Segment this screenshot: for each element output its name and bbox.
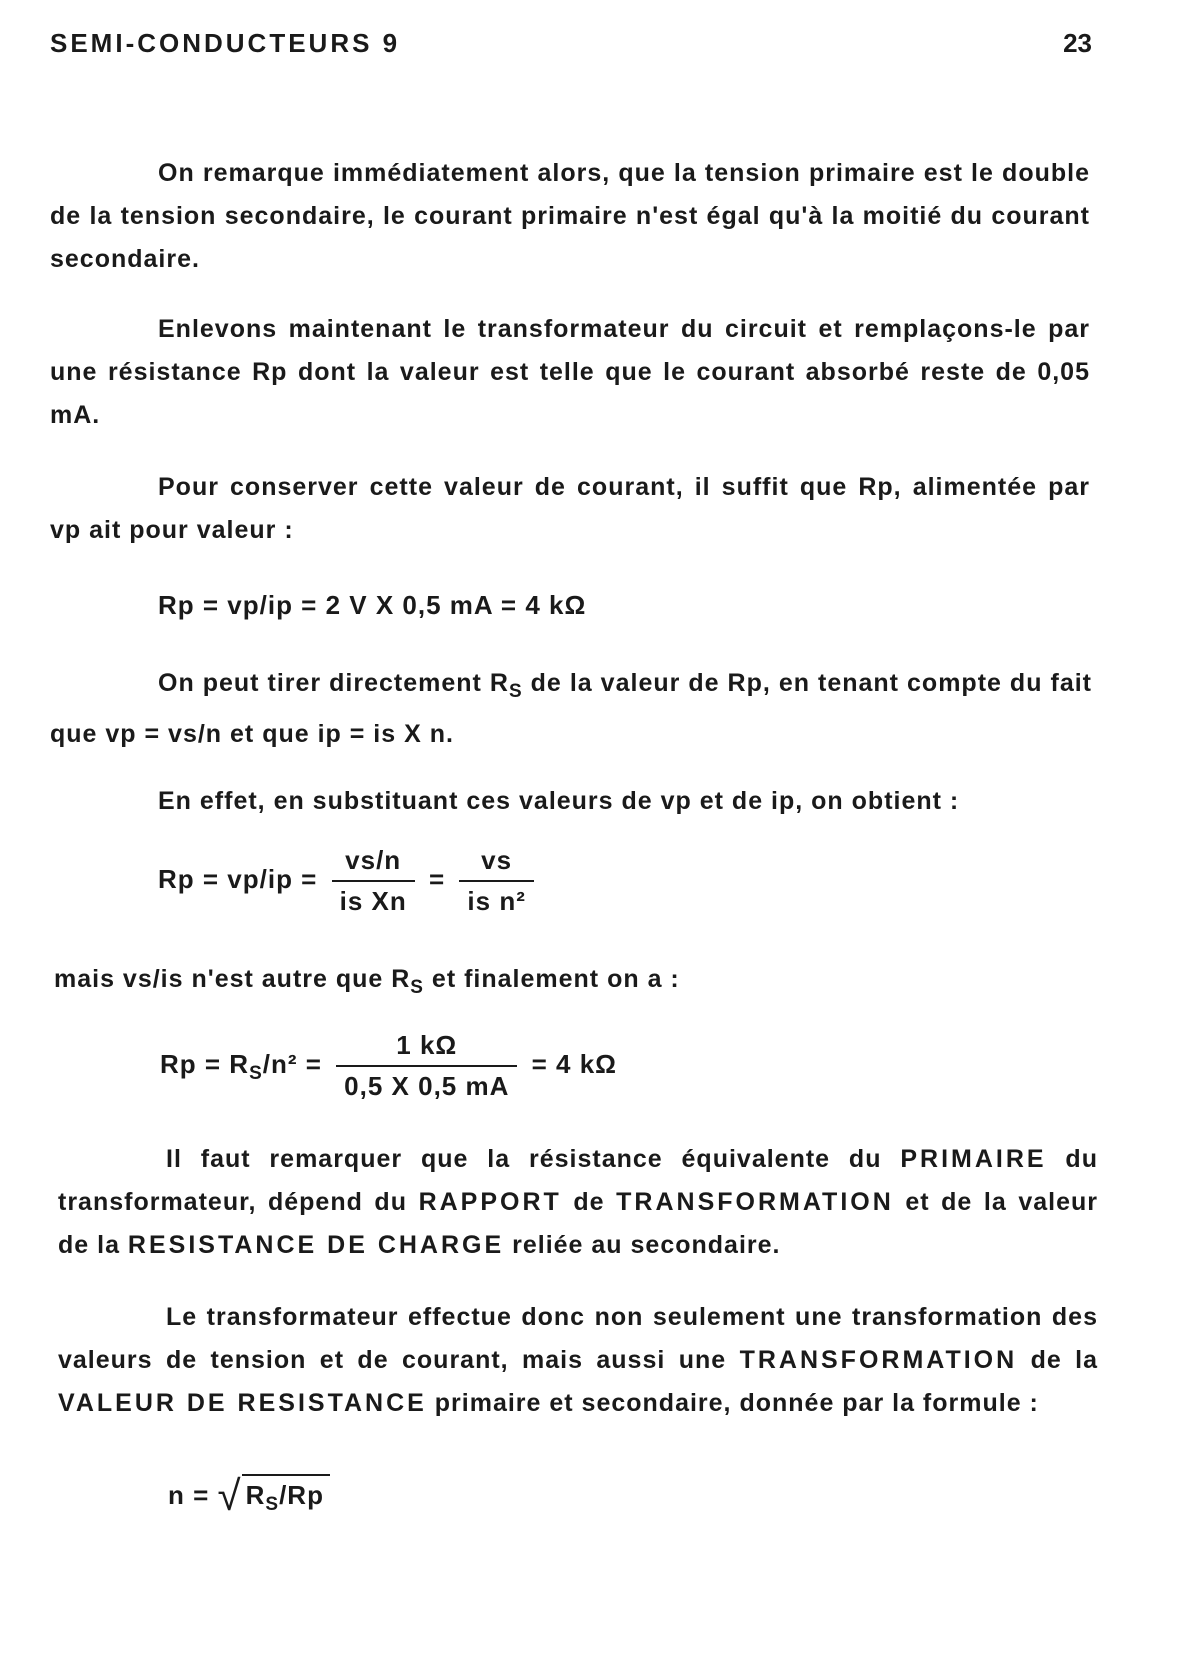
paragraph-5: En effet, en substituant ces valeurs de vp et de ip, on obtient : xyxy=(158,787,960,815)
paragraph-4: On peut tirer directement $R_S$ de la valeur de Rp, en tenant compte du fait que vp = vs/n et que ip = is X n. xyxy=(50,669,1092,748)
fraction-1k-over-current: $\frac{1 k\Omega}{0,5 X 0,5 mA}$ xyxy=(336,1030,517,1102)
fraction-vs-n-squared: $\frac{vs}{\text{is n²}}$ xyxy=(459,845,533,917)
running-header: SEMI-CONDUCTEURS 9 xyxy=(50,28,401,58)
page-number: 23 xyxy=(1063,28,1092,58)
square-root: √ $R_S/Rp$ xyxy=(218,1472,330,1520)
fraction-vs-n: $\frac{vs/n}{\text{is Xn}}$ xyxy=(332,845,415,917)
eq2-lhs: Rp = vp/ip = xyxy=(158,863,318,894)
equation-rp-substitution xyxy=(158,845,540,917)
paragraph-6: mais vs/is n'est autre que $R_S$ et finalement on a : xyxy=(54,965,680,998)
equation-ratio-formula: n = √ $R_S/Rp$ xyxy=(168,1472,330,1520)
paragraph-7: Il faut remarquer que la résistance équivalente du PRIMAIRE du transformateur, dépend du RAPPORT de TRANSFORMATION et de la valeur de la RESISTANCE DE CHARGE reliée au secondaire. xyxy=(58,1145,1098,1259)
paragraph-2: Enlevons maintenant le transformateur du circuit et remplaçons-le par une résistance Rp dont la valeur est telle que le courant absorbé reste de 0,05 mA. xyxy=(50,315,1090,429)
paragraph-3: Pour conserver cette valeur de courant, il suffit que Rp, alimentée par vp ait pour valeur : xyxy=(50,473,1090,544)
equation-rp-result: $Rp = R_S/n^2$ = $\frac{1 k\Omega}{0,5 X 0,5 mA}$ = 4 kΩ xyxy=(160,1030,618,1101)
paragraph-8: Le transformateur effectue donc non seulement une transformation des valeurs de tension et de courant, mais aussi une TRANSFORMATION de la VALEUR DE RESISTANCE primaire et secondaire, donnée par la formule : xyxy=(58,1303,1098,1417)
paragraph-1: On remarque immédiatement alors, que la tension primaire est le double de la tension secondaire, le courant primaire n'est égal qu'à la moitié du courant secondaire. xyxy=(50,159,1090,273)
equation-rp-value: Rp = vp/ip = 2 V X 0,5 mA = 4 kΩ xyxy=(158,590,587,620)
eq2-equals: = xyxy=(428,863,446,894)
